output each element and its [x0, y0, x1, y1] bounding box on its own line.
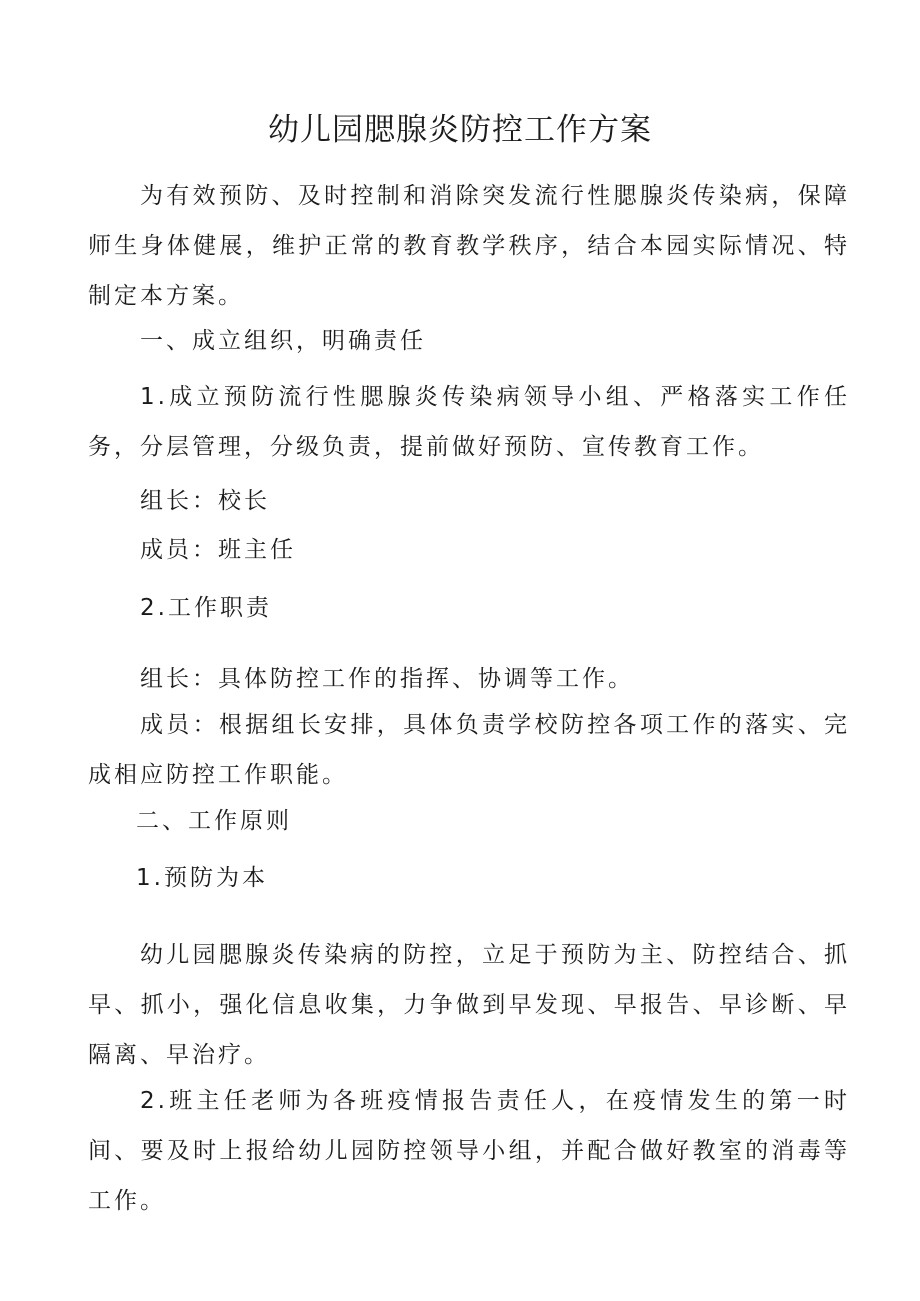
- item-1-1-paragraph: 1.成立预防流行性腮腺炎传染病领导小组、严格落实工作任务，分层管理，分级负责，提前做好预防、宣传教育工作。: [88, 384, 850, 460]
- intro-paragraph: 为有效预防、及时控制和消除突发流行性腮腺炎传染病，保障师生身体健展，维护正常的教育教学秩序，结合本园实际情况、特制定本方案。: [88, 183, 850, 309]
- leader-duty-line: 组长：具体防控工作的指挥、协调等工作。: [140, 666, 634, 692]
- section-1-heading: 一、成立组织，明确责任: [140, 328, 426, 354]
- item-2-2-paragraph: 2.班主任老师为各班疫情报告责任人，在疫情发生的第一时间、要及时上报给幼儿园防控领导小组，并配合做好教室的消毒等工作。: [88, 1088, 850, 1214]
- item-1-2-heading: 2.工作职责: [140, 595, 272, 621]
- leader-line: 组长：校长: [140, 488, 270, 514]
- members-duty-paragraph: 成员：根据组长安排，具体负责学校防控各项工作的落实、完成相应防控工作职能。: [88, 712, 850, 788]
- members-line: 成员：班主任: [140, 537, 296, 563]
- document-title: 幼儿园腮腺炎防控工作方案: [268, 112, 652, 148]
- section-2-heading: 二、工作原则: [136, 808, 292, 834]
- item-2-1-heading: 1.预防为本: [136, 865, 268, 891]
- prevention-paragraph: 幼儿园腮腺炎传染病的防控，立足于预防为主、防控结合、抓早、抓小，强化信息收集，力争做到早发现、早报告、早诊断、早隔离、早治疗。: [88, 942, 850, 1068]
